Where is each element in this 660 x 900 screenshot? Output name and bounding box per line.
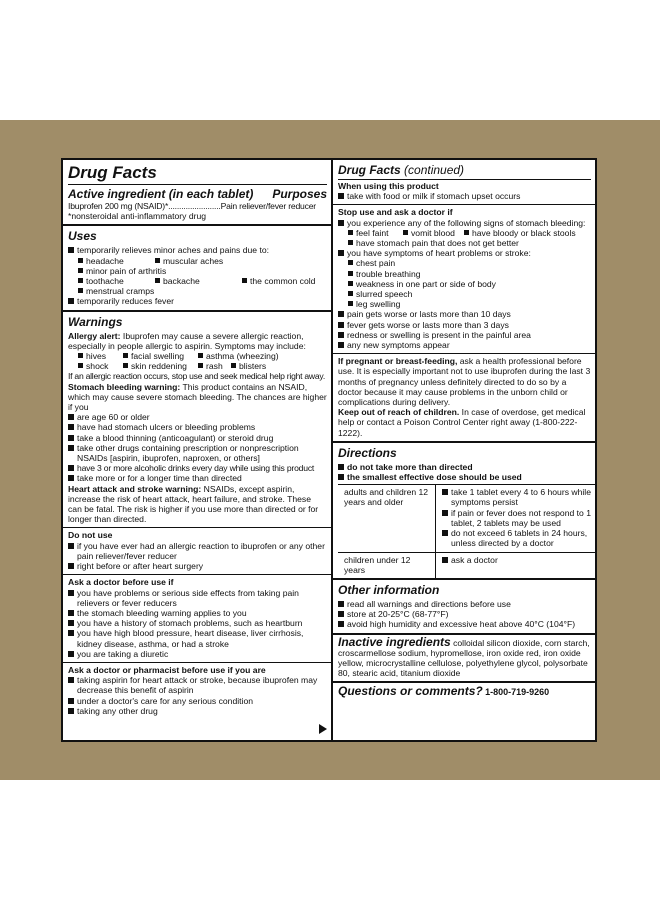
ask-pharmacist-heading: Ask a doctor or pharmacist before use if you are <box>68 664 266 675</box>
drug-facts-title: Drug Facts <box>68 163 157 182</box>
stop-use-subitem: have stomach pain that does not get better <box>348 238 519 248</box>
allergy-symptom: hives <box>78 351 116 361</box>
active-ingredient-line: Ibuprofen 200 mg (NSAID)*........................Pain reliever/fever reducer <box>68 201 316 211</box>
stomach-item: have had stomach ulcers or bleeding problems <box>68 422 327 432</box>
do-not-use-heading: Do not use <box>68 530 113 541</box>
stomach-text: This product contains an NSAID, which may cause severe stomach bleeding. The chances are higher if you <box>68 381 327 413</box>
heart-text: NSAIDs, except aspirin, increase the risk of heart attack, heart failure, and stroke. These can be fatal. The risk is higher if you use more than directed or for longer than directed. <box>68 483 319 525</box>
directions-section <box>333 441 595 578</box>
stop-use-item: fever gets worse or lasts more than 3 days <box>338 320 591 330</box>
stop-use-subitem: vomit blood <box>403 228 457 238</box>
when-using-block <box>338 179 591 201</box>
inactive-ingredients-text: colloidal silicon dioxide, corn starch, croscarmellose sodium, hypromellose, iron oxide red, iron oxide yellow, microcrystalline cellulose, polyethylene glycol, polysorbate 80, stearic acid, titanium dioxide <box>338 637 590 679</box>
uses-section <box>63 224 331 309</box>
purposes-heading: Purposes <box>272 187 327 201</box>
continued-title-rest: (continued) <box>400 163 465 177</box>
stomach-warning <box>68 382 327 413</box>
uses-subitem: backache <box>155 276 235 286</box>
stomach-item: take more or for a longer time than directed <box>68 473 327 483</box>
uses-subitem: minor pain of arthritis <box>78 266 166 276</box>
ask-pharmacist-item: under a doctor's care for any serious condition <box>68 696 327 706</box>
directions-dose-cell <box>436 485 596 552</box>
heart-label: Heart attack and stroke warning: <box>68 483 202 494</box>
stop-use-subrow <box>338 289 591 299</box>
other-information-heading: Other information <box>338 582 440 597</box>
uses-heading: Uses <box>68 229 97 244</box>
stop-use-item: you have symptoms of heart problems or stroke: <box>338 248 591 258</box>
stop-use-subitem: trouble breathing <box>348 269 421 279</box>
right-column <box>333 160 595 740</box>
directions-dose-cell <box>436 552 596 578</box>
when-using-section <box>333 160 595 204</box>
stop-use-heading: Stop use and ask a doctor if <box>338 207 453 218</box>
active-heading-row <box>68 184 327 201</box>
stomach-item: take a blood thinning (anticoagulant) or steroid drug <box>68 433 327 443</box>
do-not-use-item: if you have ever had an allergic reaction to ibuprofen or any other pain reliever/fever reducer <box>68 541 327 561</box>
left-column <box>63 160 333 740</box>
questions-phone: 1-800-719-9260 <box>485 687 550 698</box>
uses-subitem: muscular aches <box>155 256 235 266</box>
ask-doctor-item: you are taking a diuretic <box>68 649 327 659</box>
active-ingredient-section <box>63 160 331 224</box>
pregnancy-warning <box>338 356 591 407</box>
allergy-symptoms-row <box>68 361 327 371</box>
stop-use-subrow <box>338 269 591 279</box>
ask-doctor-item: you have problems or serious side effects from taking pain relievers or fever reducers <box>68 588 327 608</box>
stop-use-item: redness or swelling is present in the painful area <box>338 330 591 340</box>
stop-use-item: you experience any of the following signs of stomach bleeding: <box>338 218 591 228</box>
inactive-ingredients <box>338 634 591 679</box>
other-information-item: store at 20-25°C (68-77°F) <box>338 609 591 619</box>
reach-text: In case of overdose, get medical help or contact a Poison Control Center right away (1-800-222-1222). <box>338 407 586 438</box>
drug-facts-panel <box>61 158 597 742</box>
stop-use-subrow <box>338 299 591 309</box>
ask-doctor-item: the stomach bleeding warning applies to you <box>68 608 327 618</box>
inactive-ingredients-section <box>333 633 595 682</box>
pregnancy-text: ask a health professional before use. It is especially important not to use ibuprofen during the last 3 months of pregnancy unless definitely directed to do so by a doctor because it may cause problems in the unborn child or complications during delivery. <box>338 356 591 408</box>
stop-use-subitem: weakness in one part or side of body <box>348 279 496 289</box>
allergy-label: Allergy alert: <box>68 330 121 341</box>
when-using-item: take with food or milk if stomach upset occurs <box>338 191 591 201</box>
directions-dose-item: take 1 tablet every 4 to 6 hours while symptoms persist <box>442 487 592 507</box>
stop-use-subitem: feel faint <box>348 228 396 238</box>
allergy-text: Ibuprofen may cause a severe allergic reaction, especially in people allergic to aspirin. Symptoms may include: <box>68 330 306 351</box>
ask-doctor-heading: Ask a doctor before use if <box>68 577 174 588</box>
inactive-ingredients-heading: Inactive ingredients <box>338 634 451 649</box>
stop-use-subrow <box>338 279 591 289</box>
allergy-symptoms-row <box>68 351 327 361</box>
uses-subitem: headache <box>78 256 148 266</box>
directions-age-cell: adults and children 12 years and older <box>338 485 436 552</box>
pregnancy-section <box>333 353 595 441</box>
uses-item: temporarily reduces fever <box>68 296 327 306</box>
ask-doctor-item: you have a history of stomach problems, such as heartburn <box>68 618 327 628</box>
stomach-label: Stomach bleeding warning: <box>68 381 181 392</box>
stop-use-subitem: leg swelling <box>348 299 400 309</box>
stop-use-subrow <box>338 238 591 248</box>
stop-use-subrow <box>338 258 591 268</box>
uses-subrow <box>68 256 327 276</box>
active-ingredient-heading: Active ingredient (in each tablet) <box>68 187 254 201</box>
warnings-heading: Warnings <box>68 314 123 329</box>
drug-facts-continued-title <box>338 163 591 177</box>
allergy-after: If an allergic reaction occurs, stop use and seek medical help right away. <box>68 371 325 382</box>
ask-doctor-item: you have high blood pressure, heart disease, liver cirrhosis, kidney disease, asthma, or had a stroke <box>68 628 327 648</box>
keep-out-of-reach <box>338 407 591 438</box>
ask-doctor-section <box>63 574 331 662</box>
pregnancy-label: If pregnant or breast-feeding, <box>338 356 458 367</box>
uses-item: temporarily relieves minor aches and pains due to: <box>68 245 327 255</box>
heart-warning <box>68 484 327 525</box>
ask-pharmacist-item: taking any other drug <box>68 706 327 716</box>
uses-subrow <box>68 286 327 296</box>
stop-use-subrow <box>338 228 591 238</box>
questions-heading: Questions or comments? <box>338 684 483 699</box>
stop-use-section <box>333 204 595 353</box>
warnings-section <box>63 310 331 528</box>
uses-subitem: toothache <box>78 276 148 286</box>
stop-use-item: pain gets worse or lasts more than 10 days <box>338 309 591 319</box>
allergy-alert <box>68 331 327 351</box>
directions-table <box>338 484 595 578</box>
uses-subitem: menstrual cramps <box>78 286 154 296</box>
directions-dose-item: do not exceed 6 tablets in 24 hours, unless directed by a doctor <box>442 528 592 548</box>
directions-item: the smallest effective dose should be used <box>338 472 595 482</box>
directions-dose-item: if pain or fever does not respond to 1 tablet, 2 tablets may be used <box>442 508 592 528</box>
uses-subitem: the common cold <box>242 276 315 286</box>
stop-use-item: any new symptoms appear <box>338 340 591 350</box>
stomach-item: take other drugs containing prescription or nonprescription NSAIDs [aspirin, ibuprofen, naproxen, or others] <box>68 443 327 463</box>
allergy-symptom: asthma (wheezing) <box>198 351 279 361</box>
other-information-section <box>333 578 595 633</box>
reach-label: Keep out of reach of children. <box>338 407 460 418</box>
ask-pharmacist-section <box>63 662 331 719</box>
directions-dose-item: ask a doctor <box>442 555 592 565</box>
other-information-item: read all warnings and directions before use <box>338 599 591 609</box>
uses-subrow <box>68 276 327 286</box>
questions-section <box>333 681 595 700</box>
directions-heading: Directions <box>338 445 397 460</box>
table-row <box>338 552 595 578</box>
do-not-use-item: right before or after heart surgery <box>68 561 327 571</box>
allergy-symptom: rash <box>198 361 224 371</box>
other-information-item: avoid high humidity and excessive heat above 40°C (104°F) <box>338 619 591 629</box>
directions-item: do not take more than directed <box>338 462 595 472</box>
table-row <box>338 485 595 552</box>
allergy-symptom: shock <box>78 361 116 371</box>
allergy-symptom: blisters <box>231 361 266 371</box>
directions-age-cell: children under 12 years <box>338 552 436 578</box>
stop-use-subitem: chest pain <box>348 258 395 268</box>
ask-pharmacist-item: taking aspirin for heart attack or stroke, because ibuprofen may decrease this benefit of aspirin <box>68 675 327 695</box>
arrow-right-icon <box>319 724 327 734</box>
when-using-heading: When using this product <box>338 181 439 191</box>
stomach-item: have 3 or more alcoholic drinks every day while using this product <box>68 463 327 473</box>
stop-use-subitem: have bloody or black stools <box>464 228 576 238</box>
active-ingredient-note: *nonsteroidal anti-inflammatory drug <box>68 211 207 222</box>
do-not-use-section <box>63 527 331 574</box>
continued-title-bold: Drug Facts <box>338 163 401 177</box>
stomach-item: are age 60 or older <box>68 412 327 422</box>
allergy-symptom: facial swelling <box>123 351 191 361</box>
stop-use-subitem: slurred speech <box>348 289 412 299</box>
allergy-symptom: skin reddening <box>123 361 191 371</box>
